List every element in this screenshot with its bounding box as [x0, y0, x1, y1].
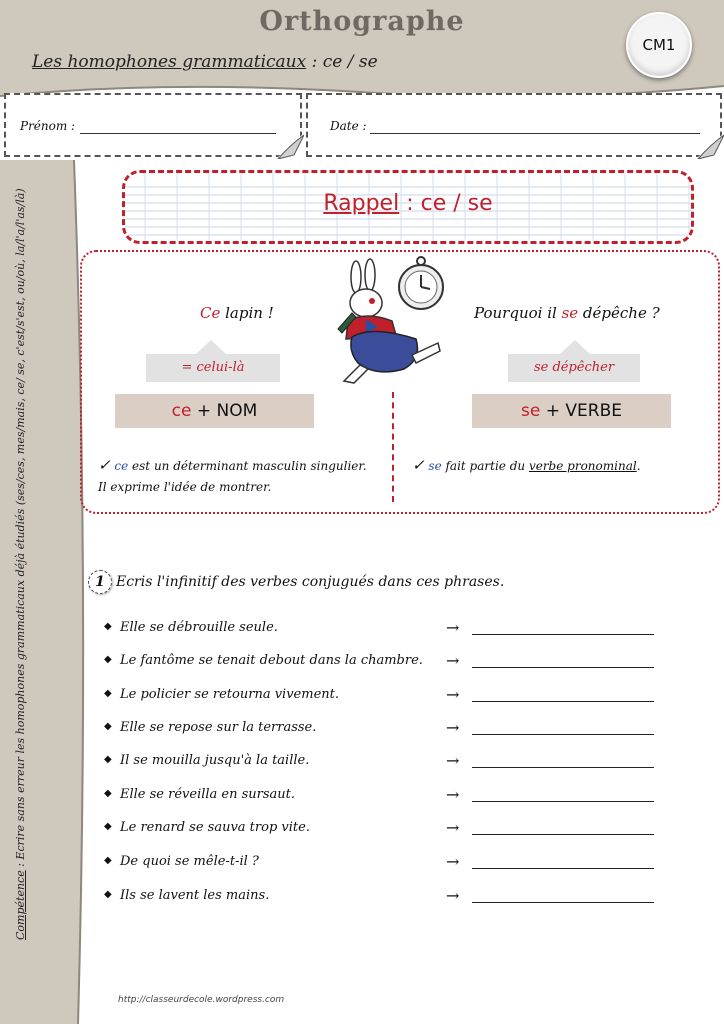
- bullet-diamond-icon: ◆: [104, 821, 112, 832]
- lesson-subtitle: [32, 52, 378, 72]
- firstname-field[interactable]: [4, 93, 302, 157]
- exercise-sentence: Il se mouilla jusqu'à la taille.: [120, 753, 310, 768]
- right-example-word: se: [561, 304, 579, 322]
- page-title: Orthographe: [259, 6, 465, 37]
- bullet-diamond-icon: ◆: [104, 788, 112, 799]
- answer-line[interactable]: [472, 902, 654, 903]
- left-rule-box: [115, 394, 314, 428]
- exercise-row: [104, 687, 664, 707]
- date-field[interactable]: [306, 93, 722, 157]
- right-note-underlined: verbe pronominal: [528, 459, 637, 473]
- answer-line[interactable]: [472, 868, 654, 869]
- exercise-sentence: Ils se lavent les mains.: [120, 888, 270, 903]
- competence-label: Compétence: [14, 870, 27, 940]
- right-rule-word: se: [521, 401, 541, 421]
- left-note-word: ce: [114, 459, 129, 473]
- left-equivalent-box: = celui-là: [146, 354, 280, 382]
- answer-line[interactable]: [472, 801, 654, 802]
- answer-line[interactable]: [472, 701, 654, 702]
- date-label: Date :: [330, 119, 367, 133]
- exercise-instruction: [88, 570, 504, 594]
- firstname-line: [80, 133, 276, 134]
- right-example-end: dépêche ?: [578, 304, 660, 322]
- check-icon: ✓: [98, 456, 111, 474]
- arrow-right-icon: →: [446, 886, 460, 905]
- date-line: [370, 133, 700, 134]
- arrow-right-icon: →: [446, 852, 460, 871]
- subtitle-rest: : ce / se: [306, 52, 378, 72]
- right-equiv-rest: dépêcher: [548, 360, 615, 375]
- exercise-row: [104, 787, 664, 807]
- column-divider: [392, 392, 394, 502]
- left-rule-word: ce: [171, 401, 192, 421]
- firstname-label: Prénom :: [20, 119, 76, 133]
- footer-url[interactable]: http://classeurdecole.wordpress.com: [118, 995, 285, 1005]
- exercise-row: [104, 720, 664, 740]
- header-band: [0, 0, 724, 100]
- left-note-text1: est un déterminant masculin singulier.: [128, 459, 367, 473]
- left-note-line2: Il exprime l'idée de montrer.: [98, 480, 272, 494]
- right-note-text: fait partie du: [441, 459, 529, 473]
- bullet-diamond-icon: ◆: [104, 754, 112, 765]
- bullet-diamond-icon: ◆: [104, 889, 112, 900]
- bullet-diamond-icon: ◆: [104, 855, 112, 866]
- check-icon: ✓: [412, 456, 425, 474]
- answer-line[interactable]: [472, 767, 654, 768]
- white-rabbit-illustration: [326, 255, 446, 385]
- exercise-sentence: Le renard se sauva trop vite.: [120, 820, 310, 835]
- right-example-start: Pourquoi il: [474, 304, 562, 322]
- answer-line[interactable]: [472, 667, 654, 668]
- exercise-row: [104, 753, 664, 773]
- answer-line[interactable]: [472, 834, 654, 835]
- exercise-row: [104, 620, 664, 640]
- right-rule-box: [472, 394, 671, 428]
- left-example-word: Ce: [200, 304, 221, 322]
- arrow-right-icon: →: [446, 751, 460, 770]
- exercise-row: [104, 888, 664, 908]
- arrow-right-icon: →: [446, 785, 460, 804]
- page-curl-icon: [696, 133, 724, 159]
- right-equiv-word: se: [533, 360, 549, 375]
- exercise-sentence: Elle se repose sur la terrasse.: [120, 720, 317, 735]
- arrow-right-icon: →: [446, 818, 460, 837]
- exercise-row: [104, 653, 664, 673]
- bullet-diamond-icon: ◆: [104, 654, 112, 665]
- rappel-banner: [122, 170, 694, 244]
- left-example: [200, 304, 274, 322]
- right-note-end: .: [636, 459, 641, 473]
- exercise-sentence: Elle se débrouille seule.: [120, 620, 278, 635]
- exercise-row: [104, 820, 664, 840]
- exercise-row: [104, 854, 664, 874]
- bullet-diamond-icon: ◆: [104, 721, 112, 732]
- up-arrow-icon: [560, 340, 590, 354]
- left-note: [98, 455, 388, 498]
- answer-line[interactable]: [472, 634, 654, 635]
- right-equivalent-box: [508, 354, 640, 382]
- arrow-right-icon: →: [446, 618, 460, 637]
- left-rule-rest: + NOM: [191, 401, 258, 421]
- bullet-diamond-icon: ◆: [104, 688, 112, 699]
- exercise-number: 1: [88, 570, 112, 594]
- left-note-line1: [98, 455, 388, 477]
- page-curl-icon: [276, 133, 304, 159]
- rappel-rest: : ce / se: [399, 191, 493, 216]
- arrow-right-icon: →: [446, 718, 460, 737]
- exercise-sentence: De quoi se mêle-t-il ?: [120, 854, 259, 869]
- exercise-instruction-text: Ecris l'infinitif des verbes conjugués dans ces phrases.: [116, 574, 505, 590]
- competence-description: : Ecrire sans erreur les homophones grammaticaux déjà étudiés (ses/ces, mes/mais, ce/ se, c'est/s'est, ou/où, la/l'a/l'as/là): [14, 188, 27, 871]
- right-example: [474, 304, 660, 322]
- left-example-rest: lapin !: [220, 304, 274, 322]
- rappel-word: Rappel: [323, 191, 400, 216]
- level-badge: CM1: [626, 12, 692, 78]
- rappel-title: [125, 191, 691, 216]
- subtitle-underlined: Les homophones grammaticaux: [32, 52, 307, 72]
- right-note: [412, 455, 708, 477]
- answer-line[interactable]: [472, 734, 654, 735]
- up-arrow-icon: [196, 340, 226, 354]
- exercise-sentence: Le policier se retourna vivement.: [120, 687, 339, 702]
- arrow-right-icon: →: [446, 685, 460, 704]
- arrow-right-icon: →: [446, 651, 460, 670]
- exercise-sentence: Le fantôme se tenait debout dans la chambre.: [120, 653, 423, 668]
- competence-text: [14, 188, 27, 940]
- right-rule-rest: + VERBE: [540, 401, 622, 421]
- exercise-sentence: Elle se réveilla en sursaut.: [120, 787, 296, 802]
- right-note-word: se: [428, 459, 442, 473]
- bullet-diamond-icon: ◆: [104, 621, 112, 632]
